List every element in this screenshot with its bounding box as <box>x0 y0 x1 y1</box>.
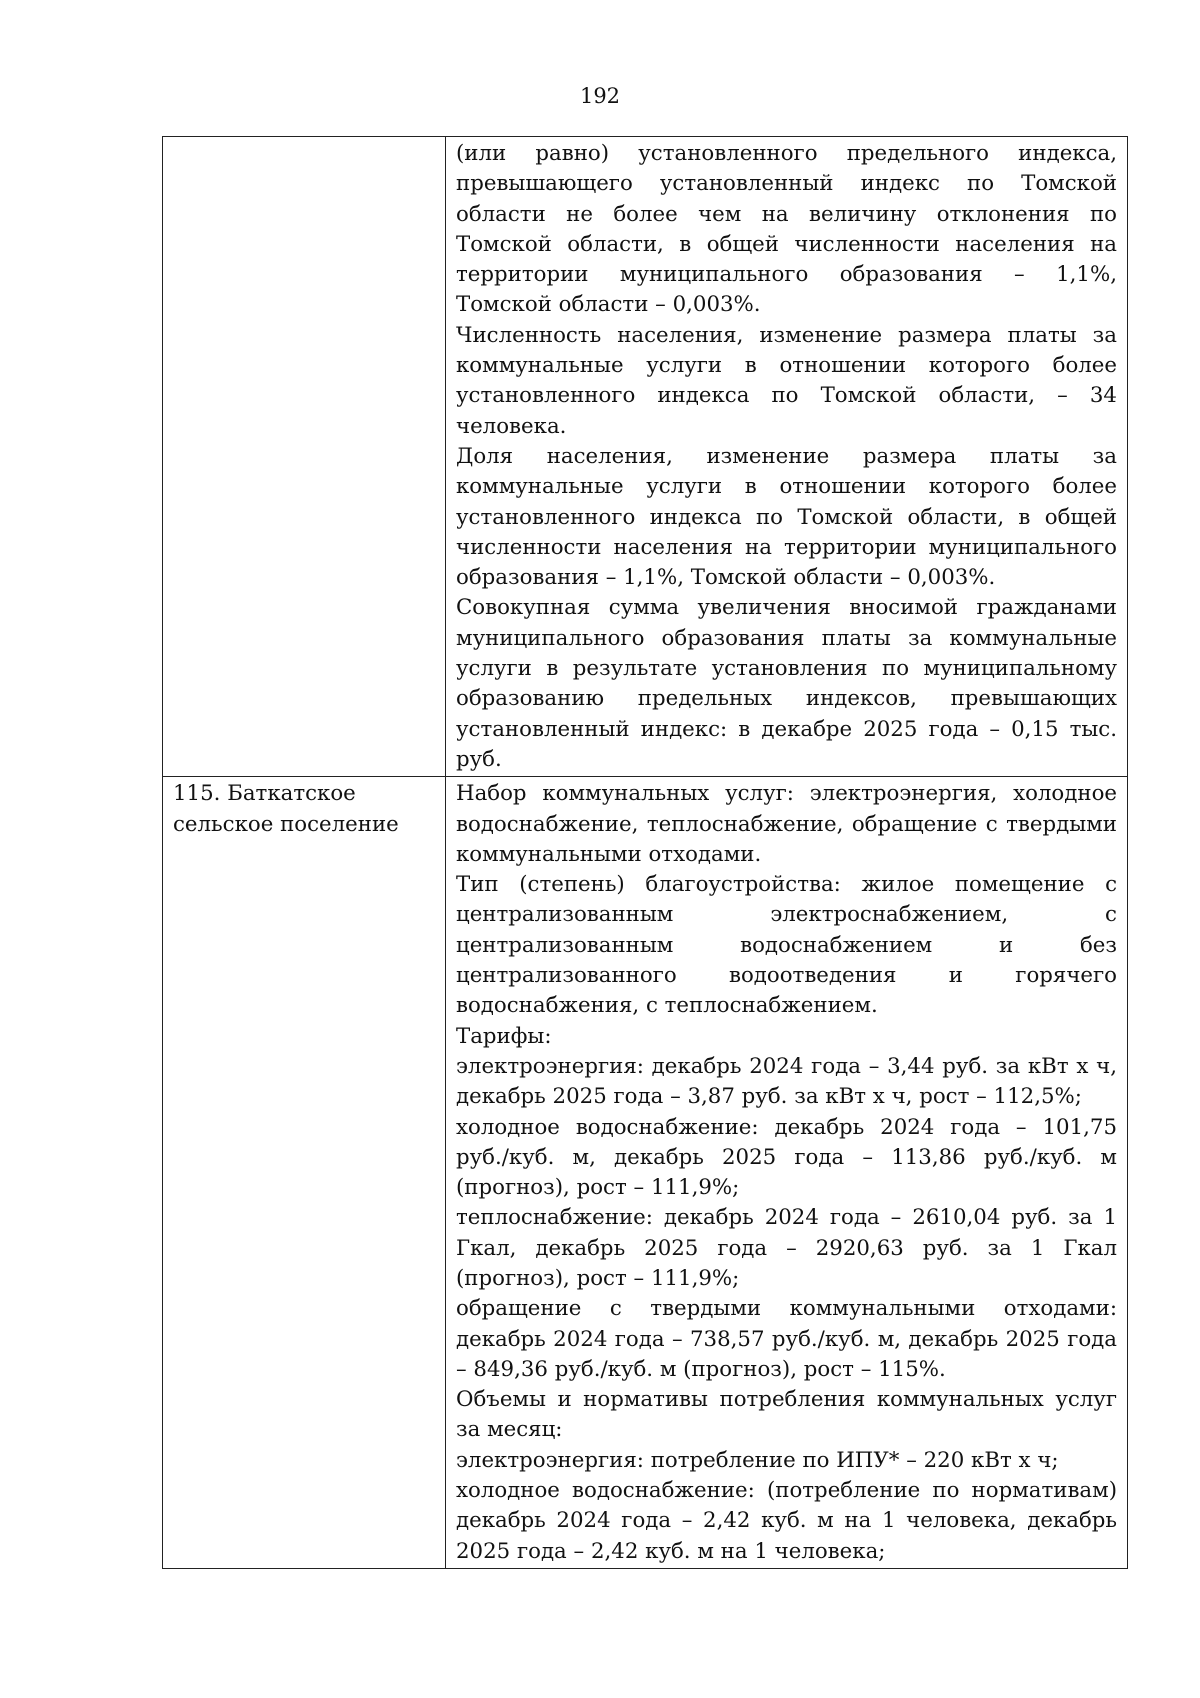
paragraph: Объемы и нормативы потребления коммунальных услуг за месяц: <box>456 1387 1117 1443</box>
paragraph: холодное водоснабжение: (потребление по нормативам) декабрь 2024 года – 2,42 куб. м на 1 человека, декабрь 2025 года – 2,42 куб. м на 1 человека; <box>456 1478 1117 1564</box>
paragraph: (или равно) установленного предельного индекса, превышающего установленный индекс по Томской области не более чем на величину отклонения по Томской области, в общей численности населения на территории муниципального образования – 1,1%, Томской области – 0,003%. <box>456 141 1117 318</box>
municipality-cell: 115. Баткатское сельское поселение <box>163 777 446 1569</box>
paragraph: Численность населения, изменение размера платы за коммунальные услуги в отношении которого более установленного индекса по Томской области, – 34 человека. <box>456 322 1117 439</box>
paragraph: Тип (степень) благоустройства: жилое помещение с централизованным электроснабжением, с централизованным водоснабжением и без централизованного водоотведения и горячего водоснабжения, с теплоснабжением. <box>456 872 1117 1019</box>
paragraph: холодное водоснабжение: декабрь 2024 года – 101,75 руб./куб. м, декабрь 2025 года – 113,86 руб./куб. м (прогноз), рост – 111,9%; <box>456 1114 1117 1201</box>
paragraph: электроэнергия: декабрь 2024 года – 3,44 руб. за кВт х ч, декабрь 2025 года – 3,87 руб. за кВт х ч, рост – 112,5%; <box>456 1053 1117 1110</box>
paragraph: теплоснабжение: декабрь 2024 года – 2610,04 руб. за 1 Гкал, декабрь 2025 года – 2920,63 руб. за 1 Гкал (прогноз), рост – 111,9%; <box>456 1205 1117 1291</box>
description-cell <box>446 777 1128 1569</box>
paragraph: Набор коммунальных услуг: электроэнергия, холодное водоснабжение, теплоснабжение, обращение с твердыми коммунальными отходами. <box>456 781 1117 867</box>
page-number: 192 <box>579 84 621 108</box>
content-table <box>162 136 1128 1569</box>
table-row <box>163 777 1128 1569</box>
paragraph: Совокупная сумма увеличения вносимой гражданами муниципального образования платы за коммунальные услуги в результате установления по муниципальному образованию предельных индексов, превышающих установленный индекс: в декабре 2025 года – 0,15 тыс. руб. <box>456 595 1117 772</box>
paragraph: Тарифы: <box>456 1023 552 1049</box>
paragraph: обращение с твердыми коммунальными отходами: декабрь 2024 года – 738,57 руб./куб. м, декабрь 2025 года – 849,36 руб./куб. м (прогноз), рост – 115%. <box>456 1296 1117 1382</box>
paragraph: электроэнергия: потребление по ИПУ* – 220 кВт х ч; <box>456 1447 1059 1473</box>
municipality-cell <box>163 137 446 777</box>
description-cell <box>446 137 1128 777</box>
table-row <box>163 137 1128 777</box>
paragraph: Доля населения, изменение размера платы за коммунальные услуги в отношении которого более установленного индекса по Томской области, в общей численности населения на территории муниципального образования – 1,1%, Томской области – 0,003%. <box>456 443 1117 591</box>
